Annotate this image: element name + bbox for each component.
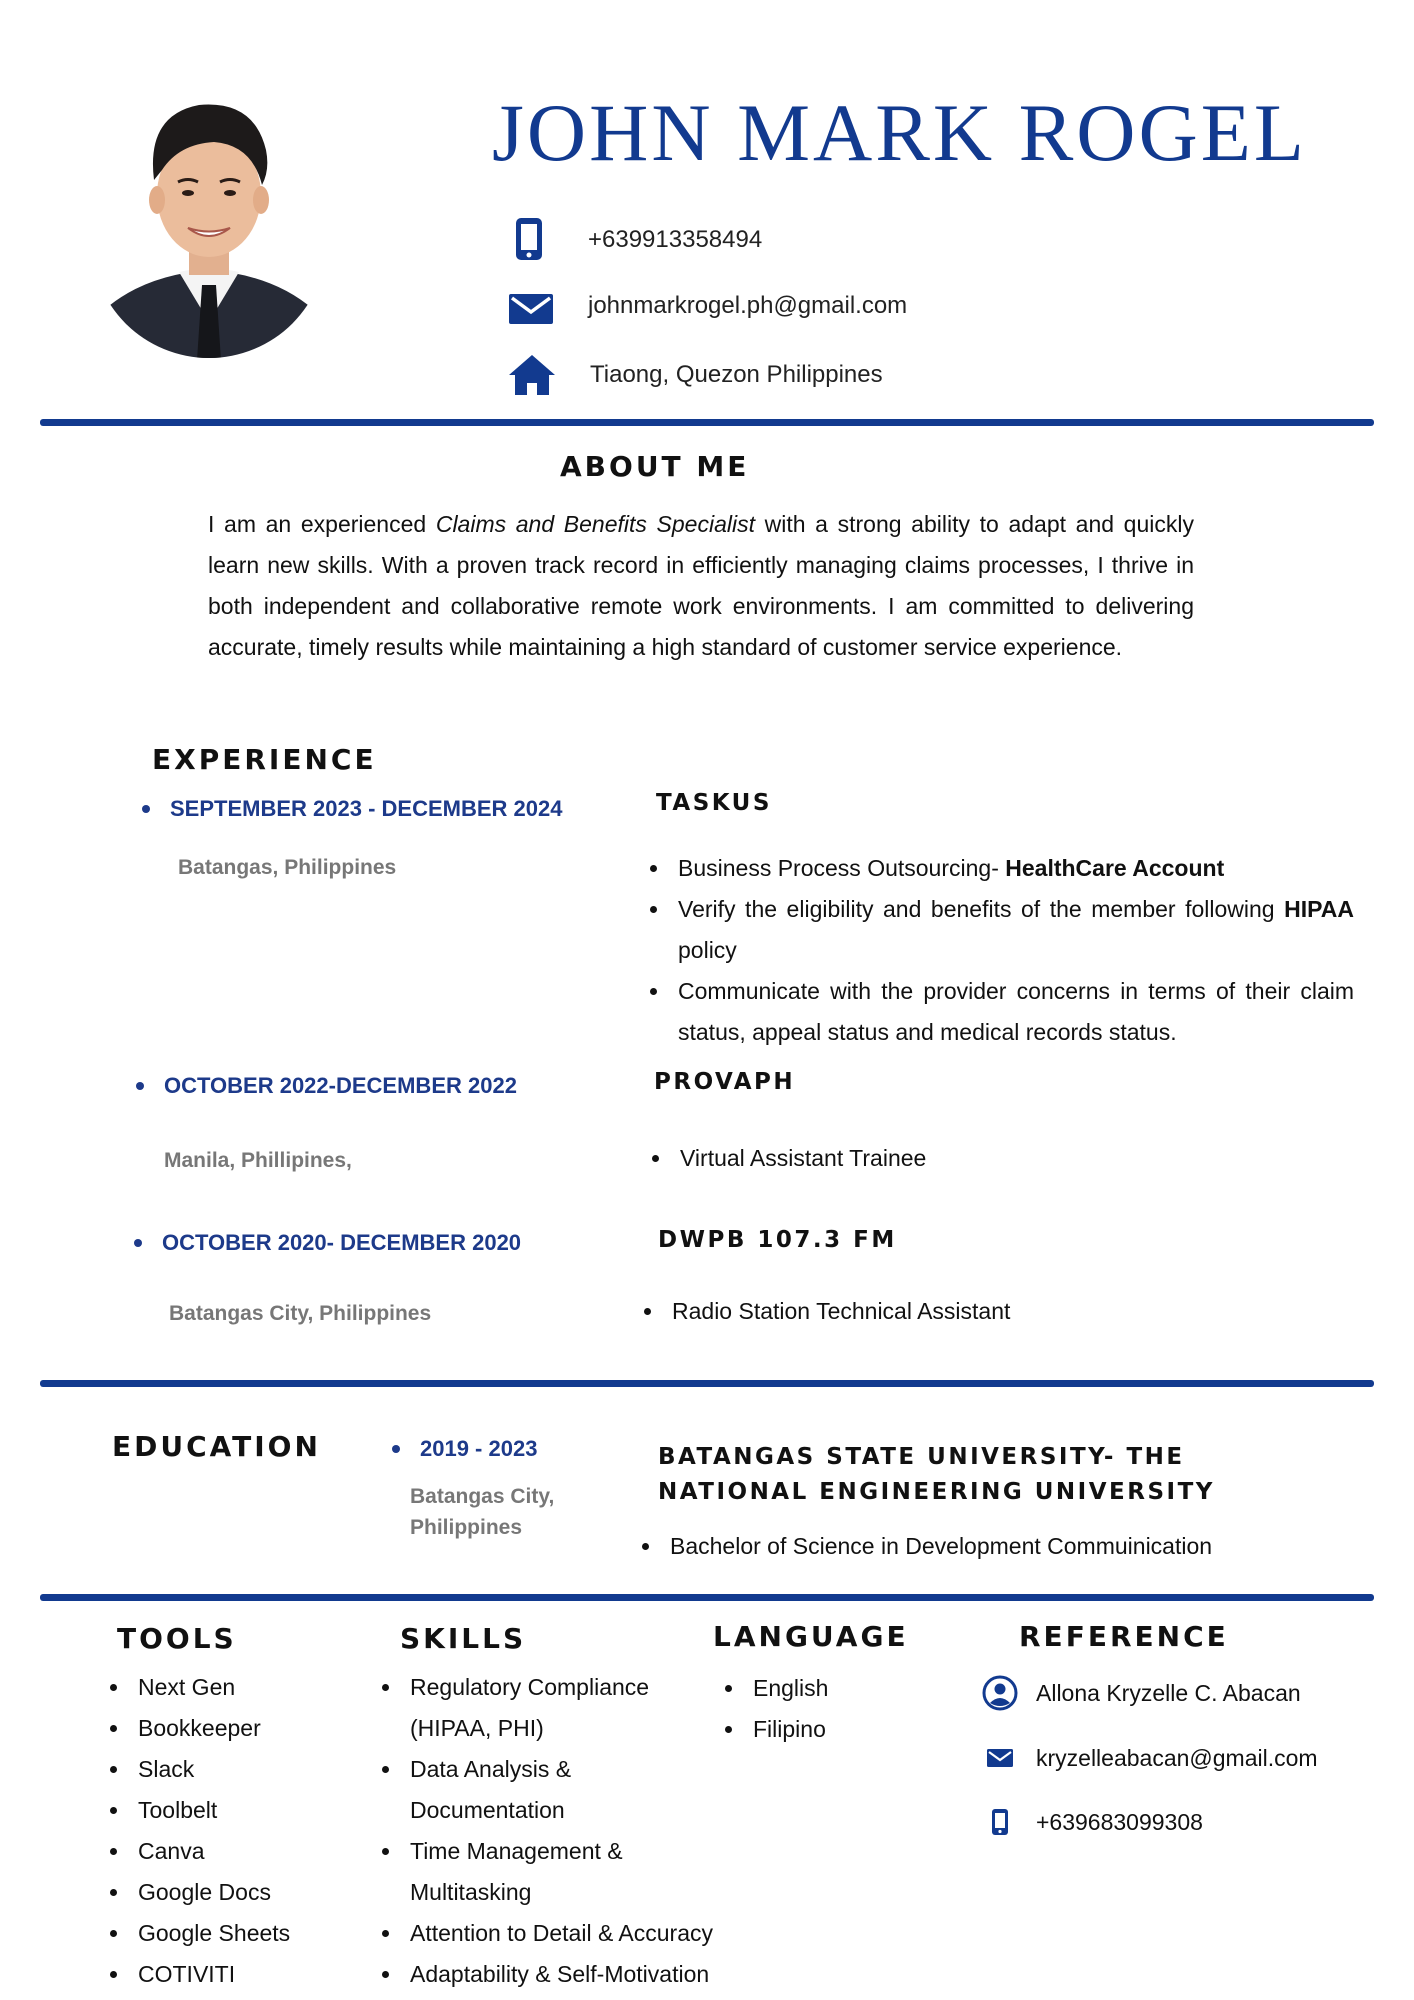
- job-dates: SEPTEMBER 2023 - DECEMBER 2024: [142, 798, 562, 820]
- job-duties: [638, 1291, 1010, 1332]
- job-duties: [646, 1138, 926, 1179]
- job-dates: OCTOBER 2020- DECEMBER 2020: [134, 1232, 521, 1254]
- person-circle-icon: [980, 1673, 1020, 1713]
- tool-item: Canva: [104, 1831, 290, 1872]
- tool-item: Google Docs: [104, 1872, 290, 1913]
- tools-title: TOOLS: [117, 1622, 237, 1655]
- skill-item: Adaptability & Self-Motivation: [376, 1954, 713, 1995]
- bullet-icon: [134, 1239, 142, 1247]
- about-text: I am an experienced Claims and Benefits Specialist with a strong ability to adapt and quickly learn new skills. With a proven track record in efficiently managing claims processes, I thrive in both independent and collaborative remote work environments. I am committed to delivering accurate, timely results while maintaining a high standard of customer service experience.: [208, 511, 1194, 660]
- job-location: Manila, Phillipines,: [164, 1149, 352, 1172]
- tool-item: COTIVITI: [104, 1954, 290, 1995]
- reference-phone-row: [980, 1802, 1203, 1842]
- profile-photo: [84, 60, 334, 360]
- language-item: English: [719, 1668, 828, 1709]
- header-divider: [40, 419, 1374, 426]
- language-title: LANGUAGE: [713, 1620, 909, 1653]
- duty-item: Communicate with the provider concerns in terms of their claim status, appeal status and medical records status.: [644, 971, 1354, 1053]
- envelope-icon: [508, 286, 554, 332]
- job-dates: OCTOBER 2022-DECEMBER 2022: [136, 1075, 517, 1097]
- experience-title: EXPERIENCE: [152, 743, 377, 776]
- experience-divider: [40, 1380, 1374, 1387]
- phone-icon: [980, 1802, 1020, 1842]
- skill-item: Regulatory Compliance (HIPAA, PHI): [376, 1667, 713, 1749]
- skill-item: Data Analysis & Documentation: [376, 1749, 713, 1831]
- education-years: 2019 - 2023: [392, 1438, 537, 1460]
- language-item: Filipino: [719, 1709, 828, 1750]
- skill-item: Time Management & Multitasking: [376, 1831, 713, 1913]
- home-address: Tiaong, Quezon Philippines: [590, 361, 883, 388]
- language-list: [719, 1668, 828, 1750]
- tool-item: Google Sheets: [104, 1913, 290, 1954]
- skills-list: [376, 1667, 713, 1995]
- about-title: ABOUT ME: [560, 450, 750, 483]
- education-title: EDUCATION: [112, 1430, 321, 1463]
- tool-item: Slack: [104, 1749, 290, 1790]
- email-address[interactable]: johnmarkrogel.ph@gmail.com: [588, 292, 908, 319]
- reference-title: REFERENCE: [1019, 1620, 1229, 1653]
- school-name: BATANGAS STATE UNIVERSITY- THE NATIONAL ENGINEERING UNIVERSITY: [658, 1444, 1215, 1505]
- tool-item: Next Gen: [104, 1667, 290, 1708]
- full-name: JOHN MARK ROGEL: [492, 87, 1307, 178]
- reference-name-row: [980, 1673, 1301, 1713]
- duty-item: Radio Station Technical Assistant: [638, 1291, 1010, 1332]
- envelope-icon: [980, 1738, 1020, 1778]
- education-divider: [40, 1594, 1374, 1601]
- tool-item: Toolbelt: [104, 1790, 290, 1831]
- job-company: TASKUS: [656, 790, 772, 816]
- bullet-icon: [392, 1445, 400, 1453]
- reference-email[interactable]: kryzelleabacan@gmail.com: [1036, 1744, 1318, 1771]
- job-location: Batangas City, Philippines: [169, 1302, 432, 1325]
- job-duties: [644, 848, 1354, 1053]
- reference-phone[interactable]: +639683099308: [1036, 1808, 1203, 1835]
- reference-name: Allona Kryzelle C. Abacan: [1036, 1679, 1301, 1706]
- bullet-icon: [142, 805, 150, 813]
- home-icon: [509, 352, 555, 398]
- degree-item: Bachelor of Science in Development Commuinication: [636, 1526, 1212, 1567]
- duty-item: Business Process Outsourcing- HealthCare Account: [644, 848, 1354, 889]
- phone-icon: [506, 216, 552, 262]
- education-location: Batangas City, Philippines: [410, 1485, 555, 1539]
- job-company: DWPB 107.3 FM: [658, 1227, 897, 1253]
- duty-item: Verify the eligibility and benefits of the member following HIPAA policy: [644, 889, 1354, 971]
- bullet-icon: [136, 1082, 144, 1090]
- phone-number[interactable]: +639913358494: [588, 226, 763, 253]
- duty-item: Virtual Assistant Trainee: [646, 1138, 926, 1179]
- degree-list: [636, 1526, 1212, 1567]
- job-company: PROVAPH: [654, 1069, 796, 1095]
- tool-item: Bookkeeper: [104, 1708, 290, 1749]
- tools-list: [104, 1667, 290, 1995]
- skills-title: SKILLS: [400, 1622, 527, 1655]
- reference-email-row: [980, 1738, 1318, 1778]
- job-location: Batangas, Philippines: [178, 856, 397, 879]
- skill-item: Attention to Detail & Accuracy: [376, 1913, 713, 1954]
